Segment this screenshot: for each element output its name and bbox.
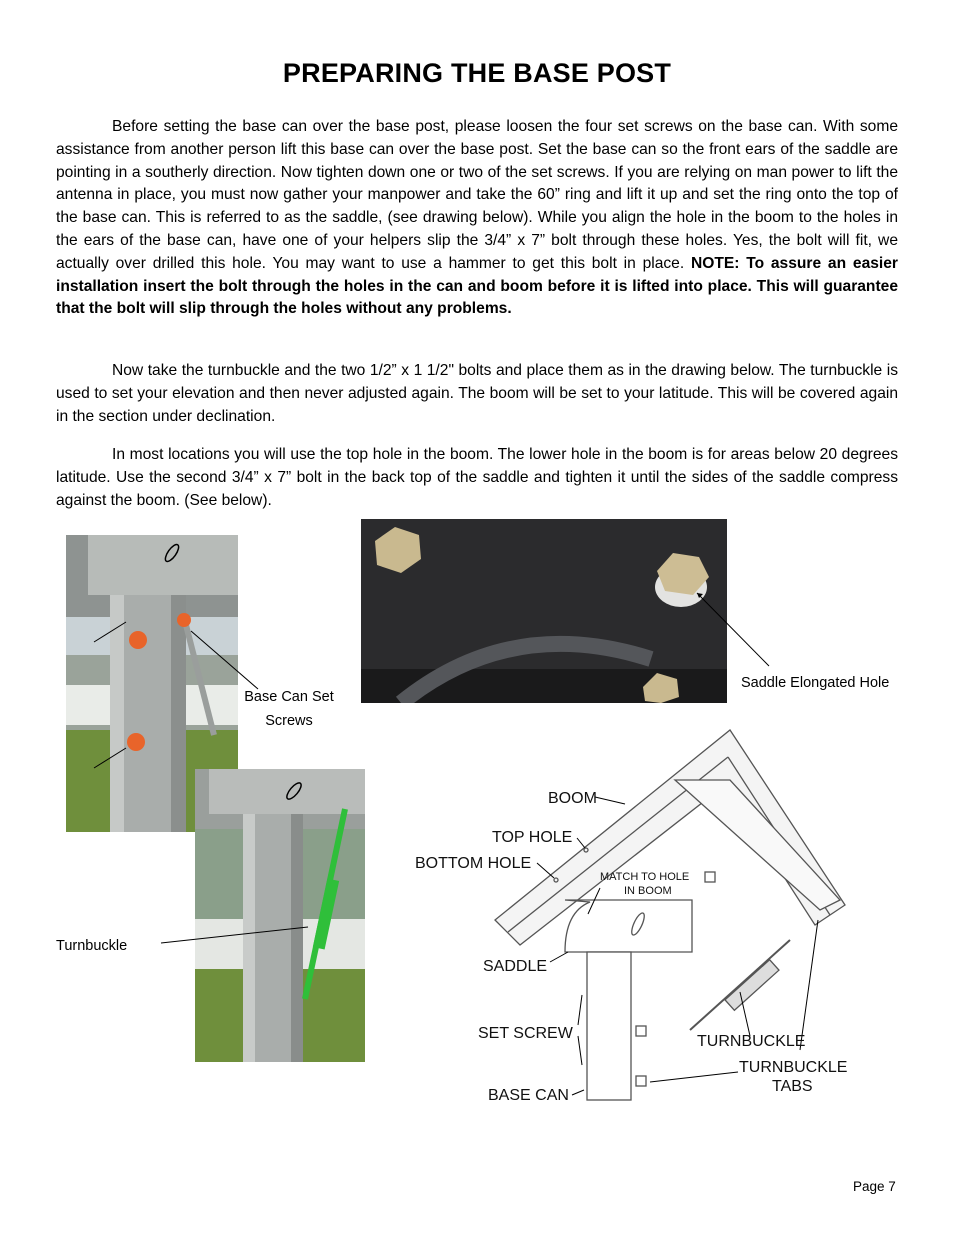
page-title: PREPARING THE BASE POST bbox=[282, 58, 672, 88]
label-saddle: SADDLE bbox=[483, 958, 548, 975]
paragraph-1-text: Before setting the base can over the base post, please loosen the four set screws on the base can. With some assistance from another person lift this base can over the base post. Set the base can so the front ears of the saddle are pointing in a southerly direction. Now tighten down one or two of the set screws. If you are relying on man power to lift the antenna in place, you must now gather your manpower and take the 60” ring and lift it up and set the ring onto the top of the base can. This is referred to as the saddle, (see drawing below). While you align the hole in the boom to the holes in the ears of the base can, have one of your helpers slip the 3/4” x 7” bolt through these holes. Yes, the bolt will fit, we actually over drilled this hole. You may want to use a hammer to get this bolt in place. bbox=[56, 118, 898, 272]
caption-turnbuckle: Turnbuckle bbox=[56, 938, 128, 954]
paragraph-3: In most locations you will use the top hole in the boom. The lower hole in the boom is for areas below 20 degrees latitude. Use the second 3/4” x 7” bolt in the back top of the saddle and tighten it until the sides of the saddle compress against the boom. (See below). bbox=[56, 446, 898, 509]
label-tabs-2: TABS bbox=[772, 1078, 813, 1095]
paragraph-2: Now take the turnbuckle and the two 1/2” x 1 1/2" bolts and place them as in the drawing below. The turnbuckle is used to set your elevation and then never adjusted again. The boom will be set to your latitude. This will be covered again in the section under declination. bbox=[56, 362, 898, 425]
label-match-2: IN BOOM bbox=[624, 885, 672, 897]
label-turnbuckle: TURNBUCKLE bbox=[697, 1033, 806, 1050]
caption-elongated-hole: Saddle Elongated Hole bbox=[741, 675, 890, 691]
assembly-drawing bbox=[400, 720, 860, 1110]
label-base-can: BASE CAN bbox=[488, 1087, 569, 1104]
installation-note: NOTE: To assure an easier installation insert the bolt through the holes in the can and boom before it is lifted into place. This will guarantee that the bolt will slip through the holes without any problems. bbox=[56, 254, 898, 318]
label-match-1: MATCH TO HOLE bbox=[600, 871, 690, 883]
label-set-screw: SET SCREW bbox=[478, 1025, 573, 1042]
label-boom: BOOM bbox=[548, 790, 597, 807]
caption-set-screws: Base Can Set Screws bbox=[244, 689, 334, 729]
page-number: Page 7 bbox=[853, 1179, 896, 1194]
label-bottom-hole: BOTTOM HOLE bbox=[415, 855, 532, 872]
label-tabs-1: TURNBUCKLE bbox=[739, 1059, 848, 1076]
label-top-hole: TOP HOLE bbox=[492, 829, 573, 846]
